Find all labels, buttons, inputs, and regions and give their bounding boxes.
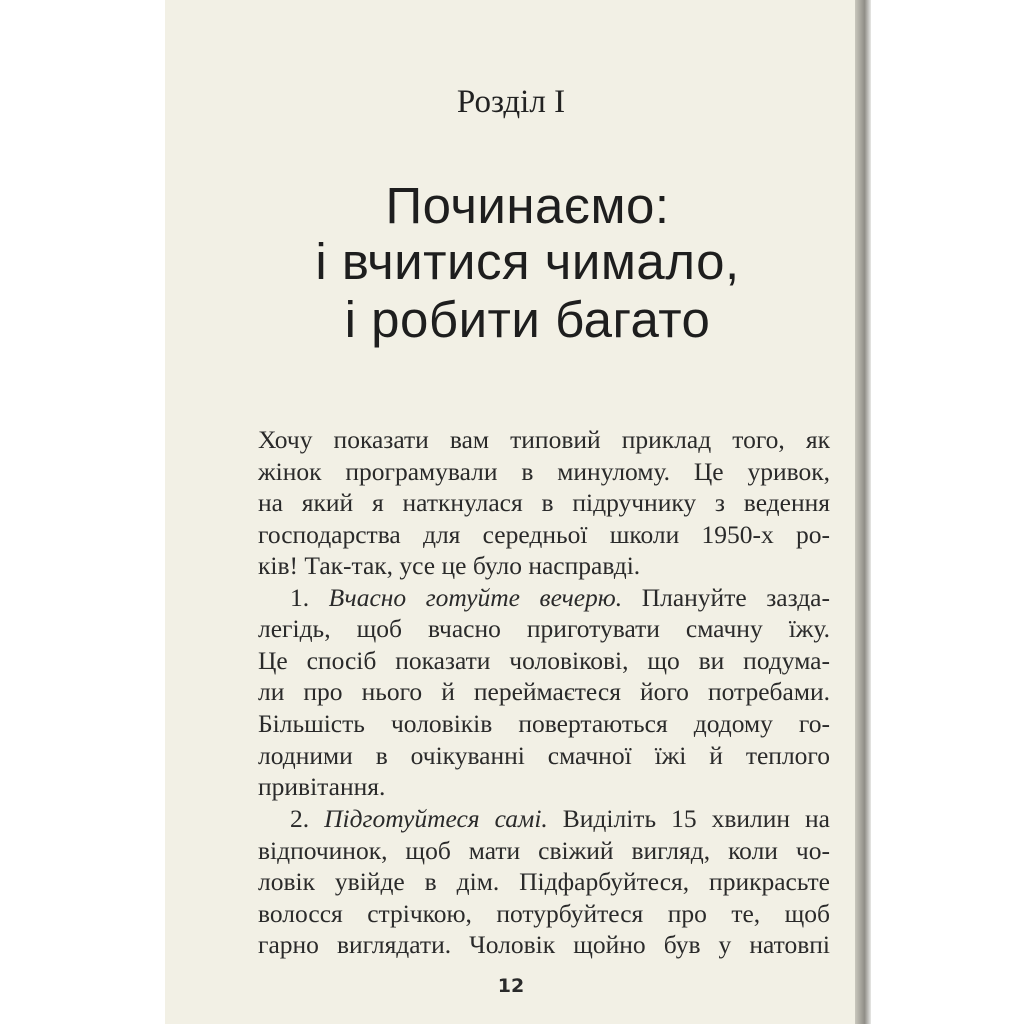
body-line: Більшість чоловіків повертаються додому го- <box>258 709 830 738</box>
chapter-title-line-2: і вчитися чимало, <box>315 233 740 290</box>
item-title: Підготуйтеся самі. <box>324 804 548 833</box>
body-line: відпочинок, щоб мати свіжий вигляд, коли чо- <box>258 836 830 865</box>
list-item-1-first-line <box>290 583 830 613</box>
body-line: привітання. <box>258 772 386 801</box>
page-edge-shadow <box>855 0 871 1024</box>
body-line: гарно виглядати. Чоловік щойно був у натовпі <box>258 930 830 959</box>
body-line: ли про нього й переймаєтеся його потребами. <box>258 677 830 706</box>
chapter-title-line-3: і робити багато <box>344 291 711 348</box>
item-title: Вчасно готуйте вечерю. <box>328 583 623 612</box>
body-line: Це спосіб показати чоловікові, що ви подума- <box>258 646 830 675</box>
page-number: 12 <box>497 975 525 997</box>
body-line: жінок програмували в минулому. Це уривок, <box>258 457 830 486</box>
body-line: господарства для середньої школи 1950-х ро- <box>258 520 830 549</box>
chapter-label: Розділ І <box>456 84 566 120</box>
chapter-title-line-1: Починаємо: <box>385 177 670 234</box>
body-line: ків! Так-так, усе це було насправді. <box>258 551 641 580</box>
list-item-2-first-line <box>290 804 830 834</box>
item-number: 1. <box>290 583 310 612</box>
body-line: на який я наткнулася в підручнику з ведення <box>258 488 830 517</box>
item-number: 2. <box>290 804 310 833</box>
body-line: ловік увійде в дім. Підфарбуйтеся, прикрасьте <box>258 867 830 896</box>
body-line: лодними в очікуванні смачної їжі й теплого <box>258 741 830 770</box>
body-line: волосся стрічкою, потурбуйтеся про те, щоб <box>258 899 830 928</box>
body-line: легідь, щоб вчасно приготувати смачну їжу. <box>258 614 830 643</box>
body-line: Хочу показати вам типовий приклад того, як <box>258 425 830 454</box>
item-text: Плануйте зазда- <box>641 583 830 612</box>
item-text: Виділіть 15 хвилин на <box>562 804 830 833</box>
